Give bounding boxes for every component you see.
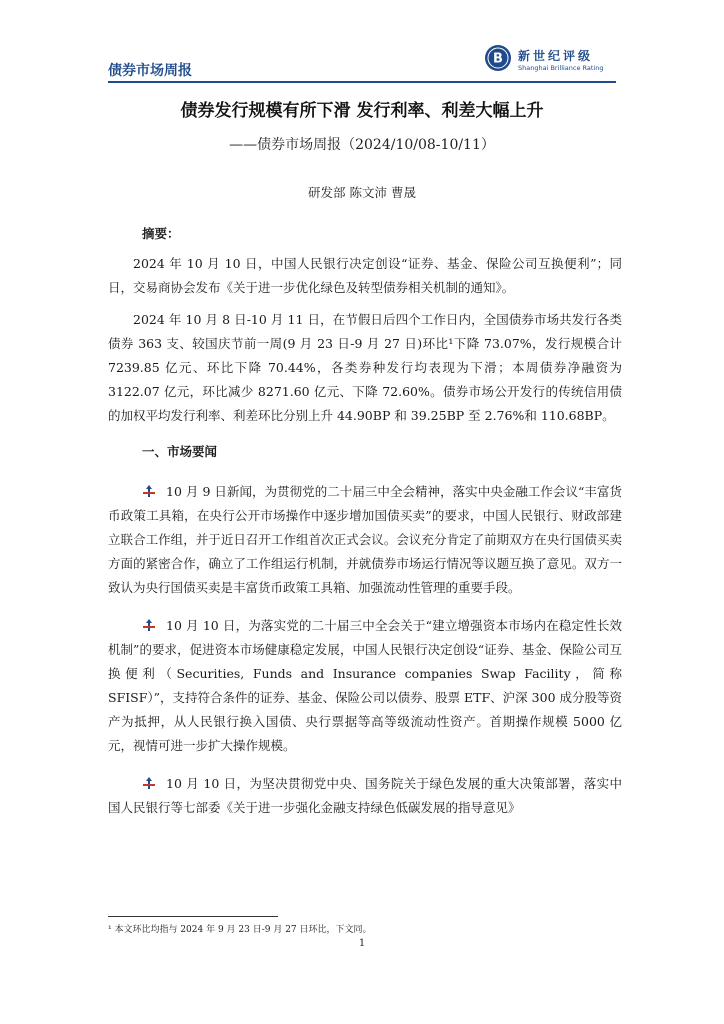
summary-label: 摘要： (142, 226, 180, 241)
svg-text:B: B (493, 51, 503, 67)
logo-emblem-icon (484, 44, 512, 72)
summary-paragraph: 2024 年 10 月 10 日，中国人民银行决定创设“证券、基金、保险公司互换便利”；同日，交易商协会发布《关于进一步优化绿色及转型债券相关机制的通知》。 (108, 256, 622, 295)
footnote: ¹ 本文环比均指与 2024 年 9 月 23 日-9 月 27 日环比，下文同。 (108, 925, 372, 935)
header-divider (108, 81, 616, 83)
news-item (108, 614, 622, 758)
arrow-bullet-icon (142, 618, 156, 632)
document-title: 债券发行规模有所下滑 发行利率、利差大幅上升 (180, 101, 544, 121)
news-item (108, 772, 622, 820)
news-item (108, 480, 622, 600)
header-title: 债券市场周报 (108, 63, 192, 79)
report-body (108, 222, 622, 834)
arrow-bullet-icon (142, 484, 156, 498)
page-number: 1 (358, 938, 366, 949)
logo-english-name: Shanghai Brilliance Rating (518, 64, 604, 72)
news-text: 10 月 10 日，为落实党的二十届三中全会关于“建立增强资本市场内在稳定性长效机制”的要求，促进资本市场健康稳定发展，中国人民银行决定创设“证券、基金、保险公司互换便利（Securities, Funds and Insurance companies Swap Facility，简称 SFISF）”，支持符合条件的证券、基金、保险公司以债券、股票 ETF、沪深 300 成分股等资产为抵押，从人民银行换入国债、央行票据等高等级流动性资产。首期操作规模 5000 亿元，视情可进一步扩大操作规模。 (108, 618, 622, 753)
authors: 研发部 陈文沛 曹晟 (308, 185, 416, 200)
arrow-bullet-icon (142, 776, 156, 790)
page-header (108, 40, 616, 80)
news-text: 10 月 10 日，为坚决贯彻党中央、国务院关于绿色发展的重大决策部署，落实中国人民银行等七部委《关于进一步强化金融支持绿色低碳发展的指导意见》 (108, 776, 622, 815)
summary-paragraph: 2024 年 10 月 8 日-10 月 11 日，在节假日后四个工作日内，全国债券市场共发行各类债券 363 支、较国庆节前一周(9 月 23 日-9 月 27 日)环比¹下降 73.07%，发行规模合计 7239.85 亿元、环比下降 70.44%，各类券种发行均表现为下滑；本周债券净融资为 3122.07 亿元，环比减少 8271.60 亿元、下降 72.60%。债券市场公开发行的传统信用债的加权平均发行利率、利差环比分别上升 44.90BP 和 39.25BP 至 2.76%和 110.68BP。 (108, 312, 622, 423)
document-subtitle: ——债券市场周报（2024/10/08-10/11） (229, 137, 495, 153)
company-logo (484, 40, 616, 80)
section-heading: 一、市场要闻 (142, 444, 218, 459)
news-text: 10 月 9 日新闻，为贯彻党的二十届三中全会精神，落实中央金融工作会议“丰富货币政策工具箱，在央行公开市场操作中逐步增加国债买卖”的要求，中国人民银行、财政部建立联合工作组，并于近日召开工作组首次正式会议。会议充分肯定了前期双方在央行国债买卖方面的紧密合作，确立了工作组运行机制，并就债券市场运行情况等议题互换了意见。双方一致认为央行国债买卖是丰富货币政策工具箱、加强流动性管理的重要手段。 (108, 484, 622, 595)
logo-chinese-name: 新世纪评级 (518, 49, 594, 63)
footnote-divider (108, 916, 278, 917)
